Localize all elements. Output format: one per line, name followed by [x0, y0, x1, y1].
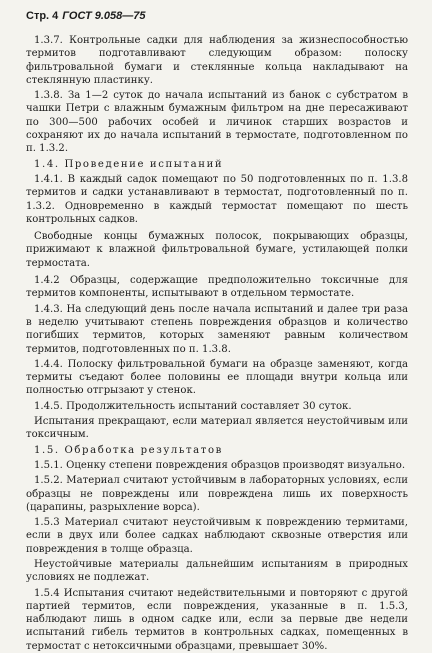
paragraph-1-3-7: 1.3.7. Контрольные садки для наблюдения за жизнеспособностью термитов подготавливают следующим образом: полоску фильтровальной бумаги и стеклянные кольца накладывают на стеклянную пластинку. [26, 35, 408, 86]
paragraph-1-5-4: 1.5.4 Испытания считают недействительными и повторяют с другой партией термитов, если повреждения, указанные в п. 1.5.3, наблюдают лишь в одном садке или, если за первые две недели испытаний гибель термитов в контрольных садках, помещенных в термостат с нетоксичными образцами, превышает 30%. [26, 587, 408, 652]
paragraph-1-4-3: 1.4.3. На следующий день после начала испытаний и далее три раза в неделю учитывают степень повреждения образцов и количество погибших термитов, которых заменяют равным количеством термитов, подготовленных по п. 1.3.8. [26, 303, 408, 355]
paragraph-paper-strips: Свободные концы бумажных полосок, покрывающих образцы, прижимают к влажной фильтровальной бумаге, устилающей полки термостата. [26, 231, 408, 269]
paragraph-1-5-1: 1.5.1. Оценку степени повреждения образцов производят визуально. [34, 459, 406, 471]
paragraph-1-5-3: 1.5.3 Материал считают неустойчивым к повреждению термитами, если в двух или более садках наблюдают сквозные отверстия или повреждения в толще образца. [26, 517, 408, 555]
page-number: Стр. 4 [26, 10, 59, 22]
page-header [26, 10, 408, 22]
section-heading-1-5: 1.5. Обработка результатов [34, 444, 223, 456]
paragraph-stop-tests: Испытания прекращают, если материал является неустойчивым или токсичным. [26, 416, 408, 441]
document-body [26, 34, 408, 653]
standard-code: ГОСТ 9.058—75 [62, 10, 146, 22]
paragraph-1-4-4: 1.4.4. Полоску фильтровальной бумаги на образце заменяют, когда термиты съедают более половины ее площади внутри кольца или полностью отгрызают у стенок. [26, 358, 408, 397]
paragraph-1-5-2: 1.5.2. Материал считают устойчивым в лабораторных условиях, если образцы не повреждены или повреждена лишь их поверхность (царапины, разрыхление ворса). [26, 475, 408, 513]
paragraph-unstable-materials: Неустойчивые материалы дальнейшим испытаниям в природных условиях не подлежат. [26, 558, 408, 584]
paragraph-1-4-5: 1.4.5. Продолжительность испытаний составляет 30 суток. [34, 400, 352, 412]
paragraph-1-3-8: 1.3.8. За 1—2 суток до начала испытаний из банок с субстратом в чашки Петри с влажным бумажным фильтром на дне пересаживают по 300—500 рабочих особей и личинок старших возрастов и сохраняют их до начала испытаний в термостате, подготовленном по п. 1.3.2. [26, 90, 408, 155]
section-heading-1-4: 1.4. Проведение испытаний [34, 158, 224, 170]
paragraph-1-4-1: 1.4.1. В каждый садок помещают по 50 подготовленных по п. 1.3.8 термитов и садки устанавливают в термостат, подготовленный по п. 1.3.2. Одновременно в каждый термостат помещают по шесть контрольных садков. [26, 173, 408, 225]
paragraph-1-4-2: 1.4.2 Образцы, содержащие предположительно токсичные для термитов компоненты, испытывают в отдельном термостате. [26, 275, 408, 300]
